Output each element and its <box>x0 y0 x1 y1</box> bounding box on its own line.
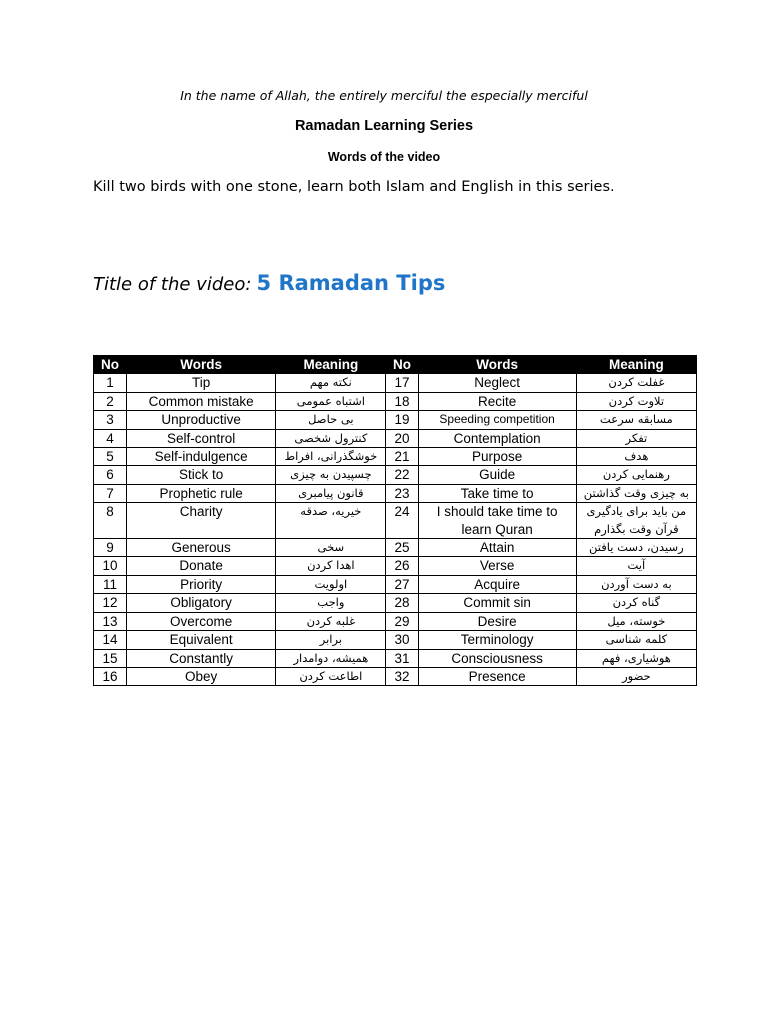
table-row <box>94 411 697 429</box>
table-header-row <box>94 356 697 374</box>
table-row <box>94 392 697 410</box>
meaning-cell: برابر <box>276 631 386 649</box>
meaning-cell: قانون پیامبری <box>276 484 386 502</box>
word-cell: Unproductive <box>127 411 276 429</box>
row-number: 2 <box>94 392 127 410</box>
table-row <box>94 612 697 630</box>
meaning-cell: هوشیاری، فهم <box>576 649 696 667</box>
meaning-cell: اولویت <box>276 575 386 593</box>
meaning-cell: به دست آوردن <box>576 575 696 593</box>
table-row <box>94 594 697 612</box>
meaning-cell: واجب <box>276 594 386 612</box>
meaning-cell: نکته مهم <box>276 374 386 392</box>
video-title-line <box>93 271 445 295</box>
row-number: 4 <box>94 429 127 447</box>
word-cell: Charity <box>127 503 276 539</box>
word-cell: Generous <box>127 539 276 557</box>
header-words-left: Words <box>127 356 276 374</box>
table-row <box>94 649 697 667</box>
meaning-cell: اهدا کردن <box>276 557 386 575</box>
word-cell: Self-indulgence <box>127 448 276 466</box>
row-number: 27 <box>386 575 418 593</box>
vocabulary-table <box>93 355 697 686</box>
word-cell: Acquire <box>418 575 576 593</box>
word-cell: Terminology <box>418 631 576 649</box>
word-cell: Prophetic rule <box>127 484 276 502</box>
table-row <box>94 466 697 484</box>
table-row <box>94 374 697 392</box>
word-cell: Obligatory <box>127 594 276 612</box>
meaning-cell: حضور <box>576 667 696 685</box>
meaning-cell: کلمه شناسی <box>576 631 696 649</box>
row-number: 10 <box>94 557 127 575</box>
word-cell: Attain <box>418 539 576 557</box>
meaning-cell: چسپیدن به چیزی <box>276 466 386 484</box>
table-row <box>94 539 697 557</box>
document-subtitle: Words of the video <box>327 150 441 164</box>
row-number: 8 <box>94 503 127 539</box>
table-row <box>94 557 697 575</box>
meaning-cell: به چیزی وقت گذاشتن <box>576 484 696 502</box>
meaning-cell: اطاعت کردن <box>276 667 386 685</box>
row-number: 30 <box>386 631 418 649</box>
row-number: 21 <box>386 448 418 466</box>
word-cell: Commit sin <box>418 594 576 612</box>
word-cell: Recite <box>418 392 576 410</box>
word-cell: Purpose <box>418 448 576 466</box>
series-title: Ramadan Learning Series <box>294 118 474 134</box>
row-number: 9 <box>94 539 127 557</box>
row-number: 22 <box>386 466 418 484</box>
word-cell: Donate <box>127 557 276 575</box>
word-cell: Stick to <box>127 466 276 484</box>
meaning-cell: رهنمایی کردن <box>576 466 696 484</box>
row-number: 25 <box>386 539 418 557</box>
word-cell: Speeding competition <box>418 411 576 429</box>
bismillah-line: In the name of Allah, the entirely merciful the especially merciful <box>180 88 588 103</box>
meaning-cell: غفلت کردن <box>576 374 696 392</box>
meaning-cell: مسابقه سرعت <box>576 411 696 429</box>
row-number: 15 <box>94 649 127 667</box>
intro-text: Kill two birds with one stone, learn both Islam and English in this series. <box>93 179 615 195</box>
row-number: 26 <box>386 557 418 575</box>
row-number: 32 <box>386 667 418 685</box>
meaning-cell: گناه کردن <box>576 594 696 612</box>
row-number: 19 <box>386 411 418 429</box>
row-number: 29 <box>386 612 418 630</box>
table-row <box>94 503 697 539</box>
header-no-left: No <box>94 356 127 374</box>
word-cell: Presence <box>418 667 576 685</box>
row-number: 14 <box>94 631 127 649</box>
table-row <box>94 429 697 447</box>
row-number: 13 <box>94 612 127 630</box>
meaning-cell: سخی <box>276 539 386 557</box>
word-cell: Neglect <box>418 374 576 392</box>
row-number: 12 <box>94 594 127 612</box>
row-number: 6 <box>94 466 127 484</box>
word-cell: I should take time to learn Quran <box>418 503 576 539</box>
meaning-cell: تلاوت کردن <box>576 392 696 410</box>
meaning-cell: آیت <box>576 557 696 575</box>
row-number: 16 <box>94 667 127 685</box>
word-cell: Equivalent <box>127 631 276 649</box>
table-row <box>94 575 697 593</box>
header-meaning-right: Meaning <box>576 356 696 374</box>
table-row <box>94 448 697 466</box>
meaning-cell: خوشگذرانی، افراط <box>276 448 386 466</box>
word-cell: Obey <box>127 667 276 685</box>
meaning-cell: کنترول شخصی <box>276 429 386 447</box>
word-cell: Consciousness <box>418 649 576 667</box>
row-number: 5 <box>94 448 127 466</box>
word-cell: Desire <box>418 612 576 630</box>
meaning-cell: هدف <box>576 448 696 466</box>
row-number: 1 <box>94 374 127 392</box>
header-words-right: Words <box>418 356 576 374</box>
meaning-cell: غلبه کردن <box>276 612 386 630</box>
row-number: 24 <box>386 503 418 539</box>
word-cell: Verse <box>418 557 576 575</box>
header-no-right: No <box>386 356 418 374</box>
table-row <box>94 631 697 649</box>
row-number: 3 <box>94 411 127 429</box>
row-number: 18 <box>386 392 418 410</box>
row-number: 17 <box>386 374 418 392</box>
row-number: 7 <box>94 484 127 502</box>
meaning-cell: خوسته، میل <box>576 612 696 630</box>
word-cell: Guide <box>418 466 576 484</box>
word-cell: Overcome <box>127 612 276 630</box>
meaning-cell: رسیدن، دست یافتن <box>576 539 696 557</box>
video-title-value: 5 Ramadan Tips <box>256 271 446 295</box>
word-cell: Tip <box>127 374 276 392</box>
row-number: 11 <box>94 575 127 593</box>
word-cell: Constantly <box>127 649 276 667</box>
meaning-cell: همیشه، دوامدار <box>276 649 386 667</box>
word-cell: Common mistake <box>127 392 276 410</box>
table-row <box>94 484 697 502</box>
meaning-cell: اشتباه عمومی <box>276 392 386 410</box>
meaning-cell: خیریه، صدقه <box>276 503 386 539</box>
word-cell: Take time to <box>418 484 576 502</box>
video-title-label: Title of the video: <box>93 274 252 295</box>
meaning-cell: من باید برای یادگیری قرآن وقت بگذارم <box>576 503 696 539</box>
row-number: 20 <box>386 429 418 447</box>
row-number: 23 <box>386 484 418 502</box>
table-row <box>94 667 697 685</box>
meaning-cell: بی حاصل <box>276 411 386 429</box>
word-cell: Priority <box>127 575 276 593</box>
header-meaning-left: Meaning <box>276 356 386 374</box>
row-number: 28 <box>386 594 418 612</box>
row-number: 31 <box>386 649 418 667</box>
word-cell: Self-control <box>127 429 276 447</box>
meaning-cell: تفکر <box>576 429 696 447</box>
word-cell: Contemplation <box>418 429 576 447</box>
